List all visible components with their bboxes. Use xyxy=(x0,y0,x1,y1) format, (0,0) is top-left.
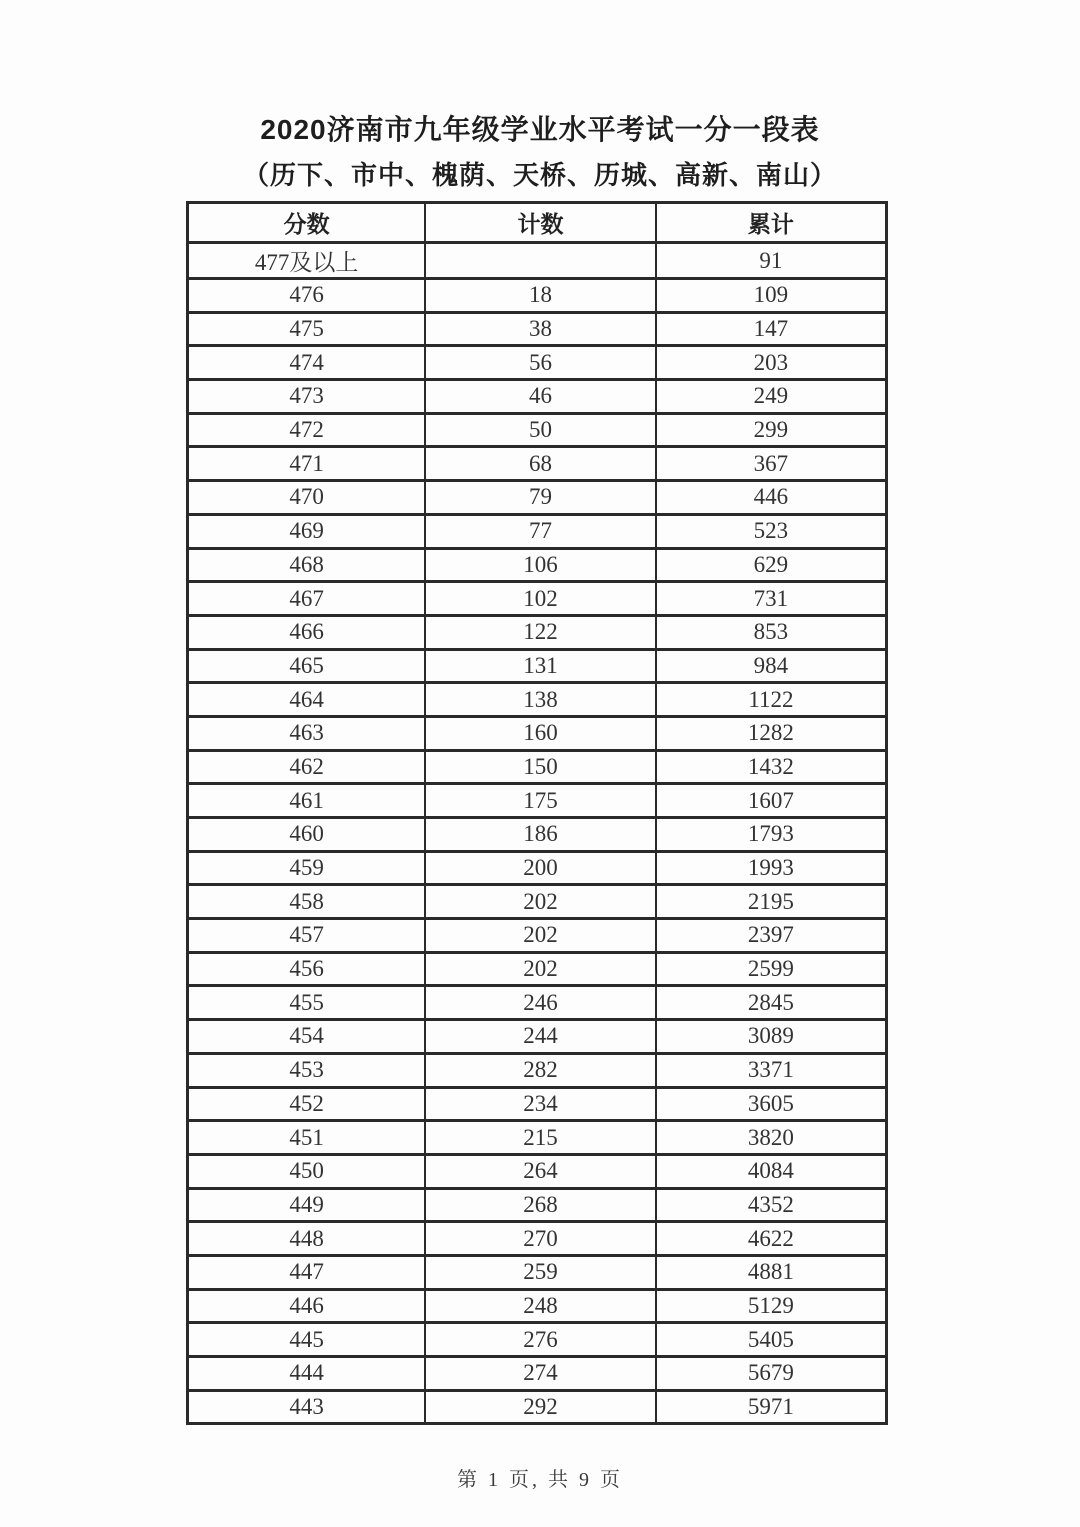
table-row xyxy=(188,716,887,750)
cumulative-cell: 109 xyxy=(656,279,887,313)
table-row xyxy=(188,481,887,515)
cumulative-cell: 367 xyxy=(656,447,887,481)
score-table-body xyxy=(188,243,887,1424)
cumulative-cell: 446 xyxy=(656,481,887,515)
table-row xyxy=(188,919,887,953)
count-cell: 186 xyxy=(425,818,656,852)
cumulative-cell: 4084 xyxy=(656,1154,887,1188)
score-cell: 474 xyxy=(188,346,426,380)
count-cell: 282 xyxy=(425,1053,656,1087)
table-row xyxy=(188,615,887,649)
score-cell: 476 xyxy=(188,279,426,313)
table-row xyxy=(188,1323,887,1357)
header-row xyxy=(188,203,887,243)
score-cell: 465 xyxy=(188,649,426,683)
cumulative-cell: 249 xyxy=(656,380,887,414)
cumulative-cell: 5129 xyxy=(656,1289,887,1323)
table-row xyxy=(188,1357,887,1391)
table-row xyxy=(188,346,887,380)
table-row xyxy=(188,1222,887,1256)
table-row xyxy=(188,1390,887,1424)
score-cell: 443 xyxy=(188,1390,426,1424)
count-cell: 131 xyxy=(425,649,656,683)
count-cell: 276 xyxy=(425,1323,656,1357)
table-row xyxy=(188,548,887,582)
cumulative-cell: 5971 xyxy=(656,1390,887,1424)
table-row xyxy=(188,683,887,717)
count-cell: 68 xyxy=(425,447,656,481)
table-row xyxy=(188,1255,887,1289)
score-cell: 470 xyxy=(188,481,426,515)
cumulative-cell: 4352 xyxy=(656,1188,887,1222)
count-cell: 46 xyxy=(425,380,656,414)
score-cell: 446 xyxy=(188,1289,426,1323)
col-header-cumulative: 累计 xyxy=(656,203,887,243)
score-cell: 445 xyxy=(188,1323,426,1357)
cumulative-cell: 299 xyxy=(656,413,887,447)
count-cell: 234 xyxy=(425,1087,656,1121)
count-cell: 122 xyxy=(425,615,656,649)
score-cell: 460 xyxy=(188,818,426,852)
table-row xyxy=(188,818,887,852)
score-cell: 475 xyxy=(188,312,426,346)
count-cell: 264 xyxy=(425,1154,656,1188)
table-row xyxy=(188,649,887,683)
score-cell: 464 xyxy=(188,683,426,717)
score-cell: 473 xyxy=(188,380,426,414)
cumulative-cell: 1122 xyxy=(656,683,887,717)
score-table-header xyxy=(188,203,887,243)
count-cell: 50 xyxy=(425,413,656,447)
cumulative-cell: 91 xyxy=(656,243,887,279)
table-row xyxy=(188,514,887,548)
table-row xyxy=(188,851,887,885)
cumulative-cell: 1993 xyxy=(656,851,887,885)
count-cell: 246 xyxy=(425,986,656,1020)
count-cell: 244 xyxy=(425,1020,656,1054)
score-cell: 458 xyxy=(188,885,426,919)
cumulative-cell: 984 xyxy=(656,649,887,683)
table-row xyxy=(188,380,887,414)
count-cell: 77 xyxy=(425,514,656,548)
cumulative-cell: 2845 xyxy=(656,986,887,1020)
table-row xyxy=(188,784,887,818)
cumulative-cell: 2397 xyxy=(656,919,887,953)
count-cell: 56 xyxy=(425,346,656,380)
cumulative-cell: 1432 xyxy=(656,750,887,784)
score-cell: 451 xyxy=(188,1121,426,1155)
table-row xyxy=(188,1020,887,1054)
cumulative-cell: 5679 xyxy=(656,1357,887,1391)
table-row xyxy=(188,1053,887,1087)
table-row xyxy=(188,986,887,1020)
score-cell: 469 xyxy=(188,514,426,548)
count-cell: 202 xyxy=(425,919,656,953)
cumulative-cell: 4622 xyxy=(656,1222,887,1256)
score-cell: 449 xyxy=(188,1188,426,1222)
count-cell: 138 xyxy=(425,683,656,717)
page-footer: 第 1 页, 共 9 页 xyxy=(457,1469,623,1492)
count-cell: 292 xyxy=(425,1390,656,1424)
cumulative-cell: 1282 xyxy=(656,716,887,750)
score-cell: 453 xyxy=(188,1053,426,1087)
cumulative-cell: 3605 xyxy=(656,1087,887,1121)
col-header-count: 计数 xyxy=(425,203,656,243)
count-cell: 259 xyxy=(425,1255,656,1289)
table-row xyxy=(188,1154,887,1188)
cumulative-cell: 3089 xyxy=(656,1020,887,1054)
score-cell: 463 xyxy=(188,716,426,750)
score-cell: 450 xyxy=(188,1154,426,1188)
score-cell: 444 xyxy=(188,1357,426,1391)
table-row xyxy=(188,1087,887,1121)
cumulative-cell: 147 xyxy=(656,312,887,346)
count-cell: 102 xyxy=(425,582,656,616)
cumulative-cell: 3820 xyxy=(656,1121,887,1155)
table-row xyxy=(188,1121,887,1155)
table-row xyxy=(188,885,887,919)
count-cell: 175 xyxy=(425,784,656,818)
score-cell: 466 xyxy=(188,615,426,649)
score-table xyxy=(186,201,888,1425)
table-row xyxy=(188,279,887,313)
cumulative-cell: 4881 xyxy=(656,1255,887,1289)
count-cell: 38 xyxy=(425,312,656,346)
score-cell: 457 xyxy=(188,919,426,953)
table-row xyxy=(188,750,887,784)
table-row xyxy=(188,312,887,346)
count-cell: 248 xyxy=(425,1289,656,1323)
count-cell: 268 xyxy=(425,1188,656,1222)
cumulative-cell: 5405 xyxy=(656,1323,887,1357)
count-cell: 106 xyxy=(425,548,656,582)
cumulative-cell: 203 xyxy=(656,346,887,380)
cumulative-cell: 523 xyxy=(656,514,887,548)
count-cell: 79 xyxy=(425,481,656,515)
count-cell: 160 xyxy=(425,716,656,750)
table-row xyxy=(188,413,887,447)
score-cell: 459 xyxy=(188,851,426,885)
count-cell: 215 xyxy=(425,1121,656,1155)
table-row xyxy=(188,1289,887,1323)
col-header-score: 分数 xyxy=(188,203,426,243)
score-cell: 452 xyxy=(188,1087,426,1121)
count-cell xyxy=(425,243,656,279)
score-cell: 461 xyxy=(188,784,426,818)
cumulative-cell: 1793 xyxy=(656,818,887,852)
count-cell: 270 xyxy=(425,1222,656,1256)
score-cell: 472 xyxy=(188,413,426,447)
count-cell: 150 xyxy=(425,750,656,784)
score-cell: 456 xyxy=(188,952,426,986)
table-row xyxy=(188,447,887,481)
score-cell: 455 xyxy=(188,986,426,1020)
cumulative-cell: 629 xyxy=(656,548,887,582)
cumulative-cell: 2195 xyxy=(656,885,887,919)
count-cell: 202 xyxy=(425,885,656,919)
cumulative-cell: 731 xyxy=(656,582,887,616)
score-cell: 477及以上 xyxy=(188,243,426,279)
cumulative-cell: 2599 xyxy=(656,952,887,986)
cumulative-cell: 1607 xyxy=(656,784,887,818)
score-cell: 462 xyxy=(188,750,426,784)
page-title: 2020济南市九年级学业水平考试一分一段表 xyxy=(260,114,820,145)
count-cell: 274 xyxy=(425,1357,656,1391)
score-cell: 448 xyxy=(188,1222,426,1256)
score-cell: 468 xyxy=(188,548,426,582)
score-cell: 447 xyxy=(188,1255,426,1289)
score-cell: 467 xyxy=(188,582,426,616)
cumulative-cell: 3371 xyxy=(656,1053,887,1087)
cumulative-cell: 853 xyxy=(656,615,887,649)
count-cell: 18 xyxy=(425,279,656,313)
score-cell: 454 xyxy=(188,1020,426,1054)
table-row xyxy=(188,582,887,616)
count-cell: 200 xyxy=(425,851,656,885)
page-subtitle: （历下、市中、槐荫、天桥、历城、高新、南山） xyxy=(242,160,837,190)
table-row xyxy=(188,952,887,986)
score-cell: 471 xyxy=(188,447,426,481)
table-row xyxy=(188,243,887,279)
table-row xyxy=(188,1188,887,1222)
count-cell: 202 xyxy=(425,952,656,986)
